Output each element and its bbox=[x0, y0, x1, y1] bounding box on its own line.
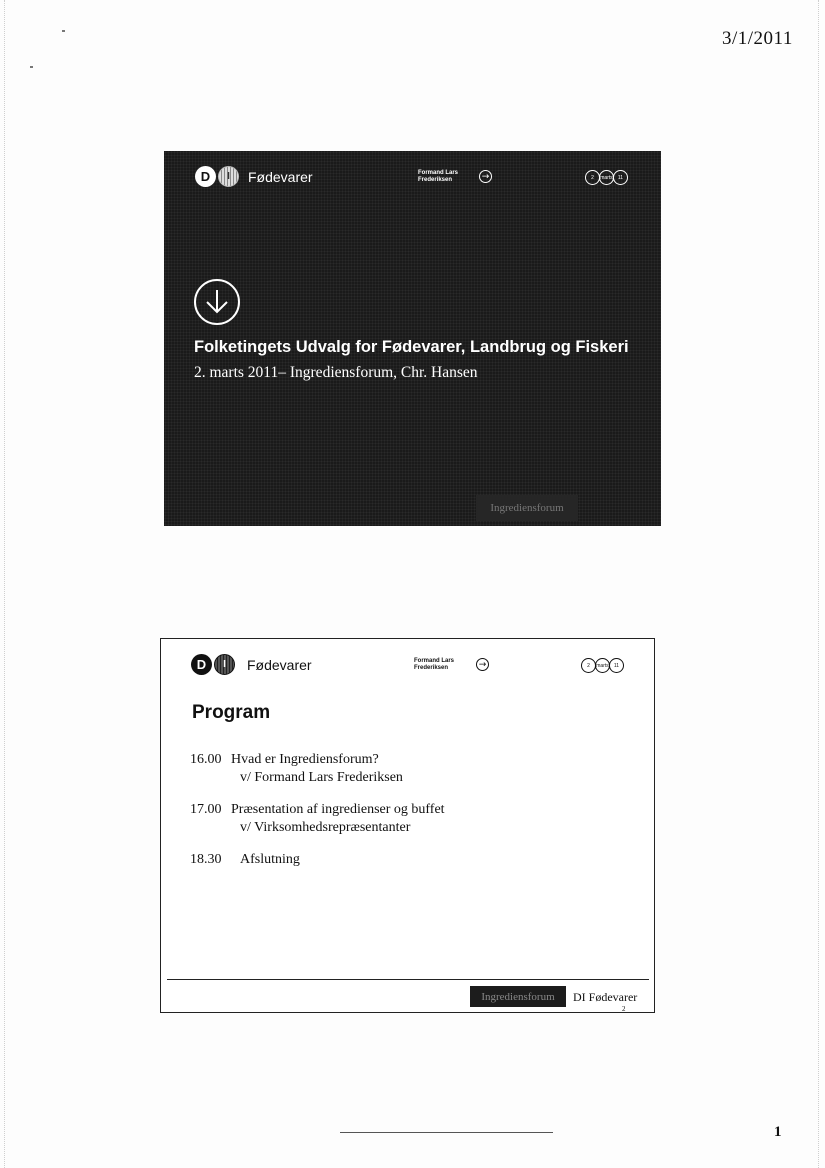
agenda-text: Afslutning bbox=[240, 852, 300, 867]
slide-subtitle: 2. marts 2011– Ingrediensforum, Chr. Hansen bbox=[194, 364, 478, 381]
speaker-label bbox=[414, 658, 454, 672]
date-badge bbox=[582, 658, 624, 673]
logo-d-mark: D bbox=[191, 654, 212, 675]
footer-label: Ingrediensforum bbox=[470, 986, 566, 1007]
agenda-sub: v/ Formand Lars Frederiksen bbox=[240, 770, 403, 785]
agenda-time: 18.30 bbox=[190, 852, 222, 867]
agenda-time: 16.00 bbox=[190, 752, 222, 767]
arrow-right-icon: → bbox=[476, 658, 489, 671]
date-day: 2 bbox=[581, 658, 596, 673]
agenda-item bbox=[190, 851, 300, 869]
arrow-down-icon bbox=[194, 279, 240, 325]
scan-edge-left bbox=[4, 0, 6, 1168]
agenda-text: Præsentation af ingredienser og buffet bbox=[231, 802, 445, 817]
speaker-line-1: Formand Lars bbox=[414, 658, 455, 664]
date-month: marts bbox=[595, 658, 610, 673]
footer-rule bbox=[340, 1132, 553, 1133]
speaker-line-1: Formand Lars bbox=[418, 170, 459, 176]
agenda-item bbox=[190, 751, 403, 787]
date-badge bbox=[586, 170, 628, 185]
speaker-label bbox=[418, 170, 458, 184]
program-title: Program bbox=[192, 702, 271, 723]
speaker-line-2: Frederiksen bbox=[418, 177, 453, 183]
scan-edge-right bbox=[818, 0, 820, 1168]
agenda-sub: v/ Virksomhedsrepræsentanter bbox=[240, 820, 411, 835]
arrow-right-icon: → bbox=[479, 170, 492, 183]
date-day: 2 bbox=[585, 170, 600, 185]
di-logo bbox=[191, 654, 312, 675]
date-year: 11 bbox=[609, 658, 624, 673]
slide-title: Folketingets Udvalg for Fødevarer, Landbrug og Fiskeri bbox=[194, 338, 629, 356]
scan-speck bbox=[30, 66, 33, 68]
logo-i-mark: I bbox=[214, 654, 235, 675]
slide-number: 2 bbox=[622, 1005, 626, 1013]
brand-name: Fødevarer bbox=[247, 656, 312, 673]
scan-speck bbox=[62, 30, 65, 32]
brand-name: Fødevarer bbox=[248, 168, 313, 185]
footer-label: Ingrediensforum bbox=[476, 495, 578, 521]
footer-divider bbox=[167, 979, 649, 980]
print-date: 3/1/2011 bbox=[722, 28, 793, 49]
date-year: 11 bbox=[613, 170, 628, 185]
agenda-item bbox=[190, 801, 445, 837]
footer-brand: DI Fødevarer bbox=[573, 990, 638, 1004]
date-month: marts bbox=[599, 170, 614, 185]
logo-i-mark: I bbox=[218, 166, 239, 187]
speaker-line-2: Frederiksen bbox=[414, 665, 449, 671]
page-number: 1 bbox=[774, 1124, 782, 1140]
agenda-time: 17.00 bbox=[190, 802, 222, 817]
slide-2-program bbox=[160, 638, 655, 1013]
slide-1-title bbox=[164, 151, 661, 526]
agenda-text: Hvad er Ingrediensforum? bbox=[231, 752, 379, 767]
di-logo bbox=[195, 166, 313, 187]
logo-d-mark: D bbox=[195, 166, 216, 187]
